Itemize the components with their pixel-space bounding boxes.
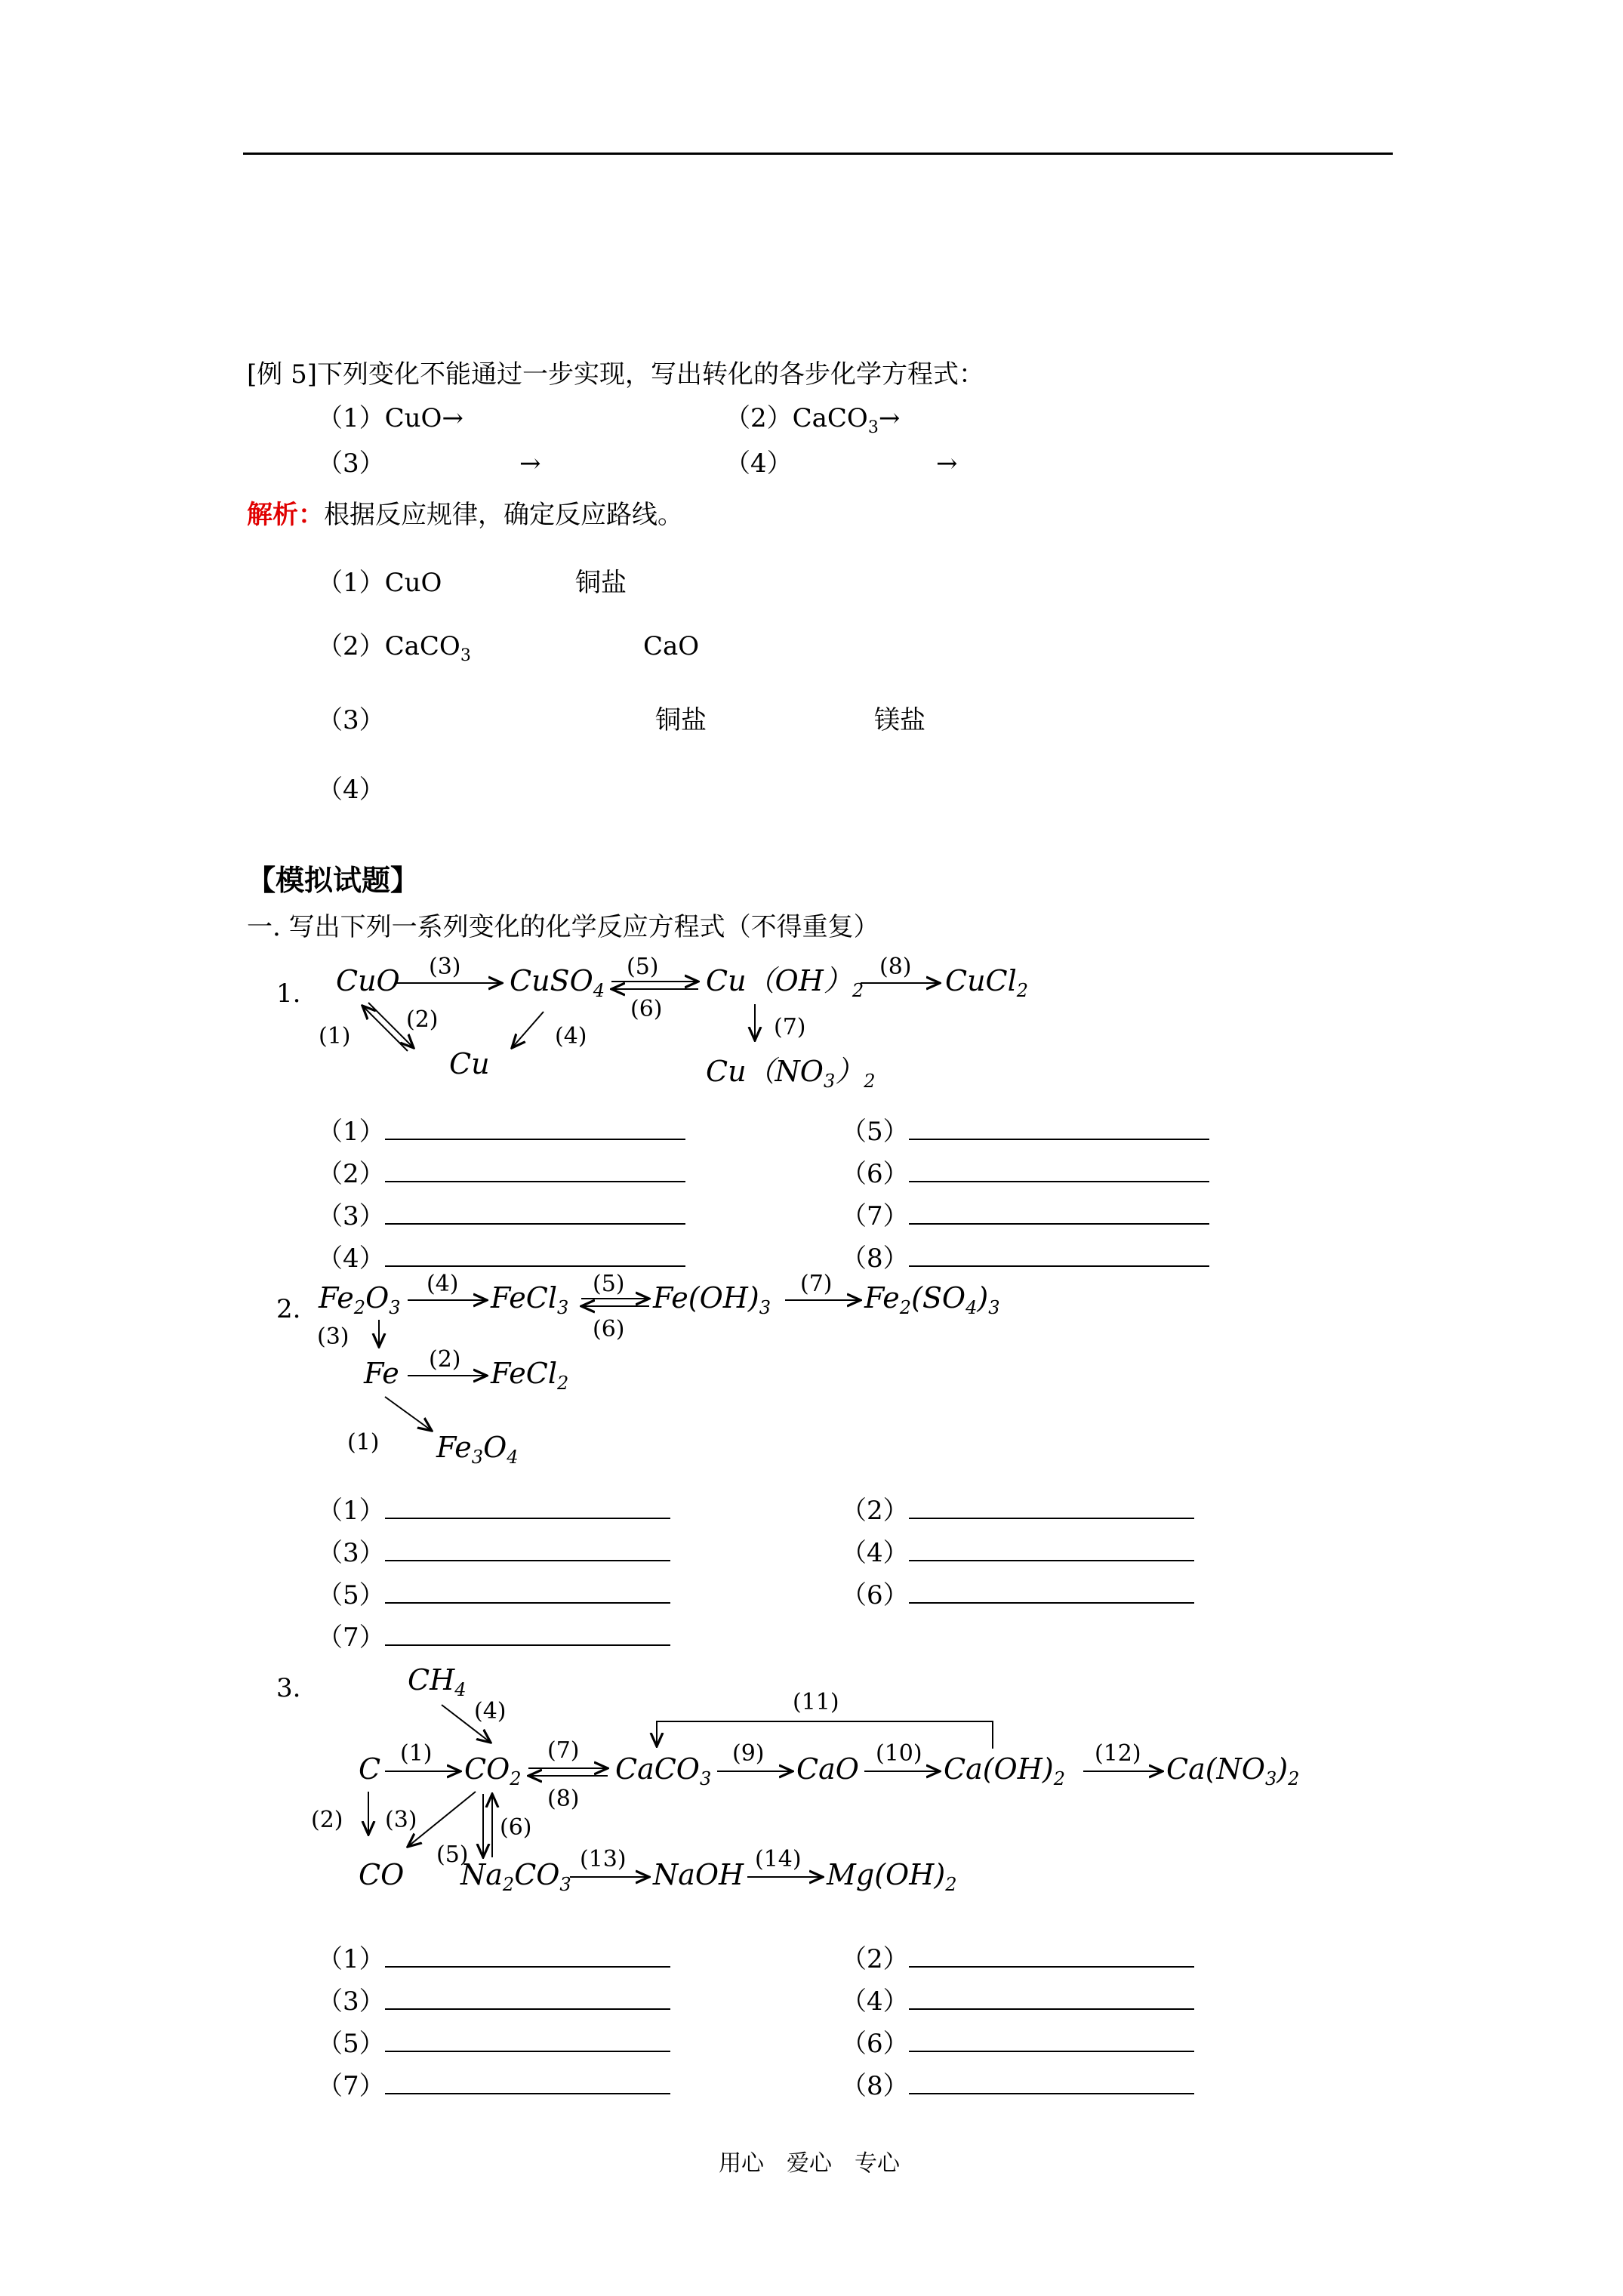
svg-text:(1): (1) (400, 1740, 433, 1767)
svg-text:(4): (4) (427, 1271, 459, 1297)
svg-text:CO2: $CO_2$ (464, 1752, 522, 1789)
problem-3-number: 3. (276, 1673, 301, 1703)
question-intro: 一. 写出下列一系列变化的化学反应方程式（不得重复） (247, 912, 879, 942)
svg-text:(4): (4) (555, 1023, 587, 1049)
svg-text:(3): (3) (317, 1324, 350, 1350)
analysis-label: 解析： (247, 500, 324, 530)
svg-text:(7): (7) (547, 1737, 580, 1764)
analysis-line: 解析：根据反应规律，确定反应路线。 (247, 500, 683, 530)
svg-text:(8): (8) (547, 1786, 580, 1812)
p3-blank-3[interactable]: （3） (317, 1986, 670, 2017)
p2-blank-7[interactable]: （7） (317, 1622, 670, 1653)
p2-blank-1[interactable]: （1） (317, 1495, 670, 1526)
example-title: [例 5]下列变化不能通过一步实现，写出转化的各步化学方程式： (247, 359, 984, 390)
svg-text:Fe: Fe (364, 1357, 399, 1390)
p3-blank-7[interactable]: （7） (317, 2070, 670, 2101)
svg-text:Cu: Cu (449, 1047, 490, 1080)
p3-blank-6[interactable]: （6） (841, 2028, 1194, 2059)
svg-text:Ca(OH)2: $Ca(OH)_2$ (944, 1752, 1065, 1789)
svg-text:(5): (5) (627, 954, 659, 980)
svg-text:FeCl3: FeCl$_3$ (491, 1281, 569, 1318)
example-item-3-arrow: → (519, 448, 541, 479)
p2-blank-3[interactable]: （3） (317, 1537, 670, 1568)
example-item-3: （3） (317, 448, 385, 479)
svg-text:CaCO3: CaCO$_3$ (615, 1752, 712, 1789)
svg-text:Fe2(SO4)3: $Fe_2(SO_4)_3$ (864, 1281, 1000, 1318)
p3-blank-4[interactable]: （4） (841, 1986, 1194, 2017)
problem-2-diagram (302, 1268, 1027, 1480)
p1-blank-6[interactable]: （6） (841, 1158, 1209, 1189)
section-title: 【模拟试题】 (247, 863, 420, 897)
svg-text:FeCl2: FeCl$_2$ (491, 1357, 569, 1394)
p3-blank-5[interactable]: （5） (317, 2028, 670, 2059)
p3-blank-2[interactable]: （2） (841, 1943, 1194, 1974)
svg-text:(8): (8) (879, 954, 912, 980)
problem-1-number: 1. (276, 978, 301, 1009)
svg-text:CO: CO (359, 1858, 405, 1891)
p2-blank-2[interactable]: （2） (841, 1495, 1194, 1526)
p3-blank-8[interactable]: （8） (841, 2070, 1194, 2101)
svg-text:C: C (359, 1752, 381, 1786)
svg-text:Ca(NO3)2: $Ca(NO_3)_2$ (1166, 1752, 1300, 1789)
svg-text:NaOH: NaOH (653, 1858, 744, 1891)
svg-text:(6): (6) (593, 1316, 625, 1342)
svg-text:CuCl2: CuCl$_2$ (945, 964, 1029, 1001)
svg-text:(3): (3) (385, 1807, 417, 1833)
p2-blank-6[interactable]: （6） (841, 1579, 1194, 1610)
svg-text:(6): (6) (630, 996, 663, 1022)
analysis-row-4a: （4） (317, 775, 385, 805)
svg-text:(7): (7) (800, 1271, 833, 1297)
example-item-4-arrow: → (936, 448, 958, 479)
svg-text:(9): (9) (732, 1740, 765, 1767)
svg-text:(14): (14) (755, 1846, 802, 1872)
svg-text:Cu（OH）2: $Cu(OH)_2$ (706, 964, 864, 1001)
analysis-row-3c: 镁盐 (874, 705, 925, 735)
svg-text:(13): (13) (580, 1846, 627, 1872)
svg-text:Mg(OH)2: $Mg(OH)_2$ (827, 1858, 957, 1895)
svg-text:(1): (1) (319, 1023, 351, 1049)
svg-text:CaO: CaO (796, 1752, 859, 1786)
problem-3-diagram (302, 1660, 1329, 1901)
svg-text:Fe(OH)3: $Fe(OH)_3$ (653, 1281, 771, 1318)
analysis-row-2a: （2）CaCO$_3$ (317, 631, 471, 665)
p1-blank-7[interactable]: （7） (841, 1200, 1209, 1231)
svg-text:(2): (2) (406, 1006, 439, 1033)
p3-blank-1[interactable]: （1） (317, 1943, 670, 1974)
example-item-2: （2）CaCO$_3$→ (725, 403, 901, 437)
svg-text:(5): (5) (593, 1271, 625, 1297)
p1-blank-8[interactable]: （8） (841, 1243, 1209, 1274)
example-item-1: （1）CuO→ (317, 403, 463, 433)
svg-text:(7): (7) (774, 1014, 806, 1040)
analysis-row-2b: CaO (643, 631, 700, 661)
analysis-row-1a: （1）CuO (317, 568, 442, 598)
svg-text:(12): (12) (1095, 1740, 1141, 1767)
analysis-row-1b: 铜盐 (575, 568, 627, 598)
footer-text: 用心 爱心 专心 (719, 2150, 900, 2177)
svg-text:Na2CO3: $Na_2CO_3$ (460, 1858, 571, 1895)
svg-text:Fe3O4: $Fe_3O_4$ (436, 1431, 519, 1468)
problem-2-number: 2. (276, 1294, 301, 1324)
p1-blank-4[interactable]: （4） (317, 1243, 685, 1274)
svg-text:CuO: CuO (336, 964, 400, 997)
svg-text:(10): (10) (876, 1740, 922, 1767)
p1-blank-1[interactable]: （1） (317, 1116, 685, 1147)
svg-text:Fe2O3: $Fe_2O_3$ (319, 1281, 401, 1318)
svg-text:(2): (2) (429, 1346, 461, 1373)
p2-blank-4[interactable]: （4） (841, 1537, 1194, 1568)
analysis-row-3b: 铜盐 (655, 705, 707, 735)
svg-text:(2): (2) (311, 1807, 343, 1833)
header-rule (243, 153, 1393, 155)
svg-text:(1): (1) (347, 1429, 380, 1456)
svg-text:(3): (3) (429, 954, 461, 980)
p1-blank-3[interactable]: （3） (317, 1200, 685, 1231)
example-item-4: （4） (725, 448, 793, 479)
svg-text:Cu（NO3）2: $Cu(NO_3)_2$ (706, 1055, 876, 1092)
analysis-row-3a: （3） (317, 705, 385, 735)
svg-text:CH4: $CH_4$ (408, 1663, 467, 1700)
svg-text:(6): (6) (500, 1814, 532, 1841)
problem-1-diagram (302, 951, 1072, 1095)
svg-text:CuSO4: CuSO$_4$ (510, 964, 605, 1001)
svg-text:(11): (11) (793, 1689, 839, 1715)
svg-text:(5): (5) (436, 1841, 469, 1868)
p1-blank-5[interactable]: （5） (841, 1116, 1209, 1147)
p2-blank-5[interactable]: （5） (317, 1579, 670, 1610)
svg-text:(4): (4) (474, 1698, 507, 1724)
p1-blank-2[interactable]: （2） (317, 1158, 685, 1189)
